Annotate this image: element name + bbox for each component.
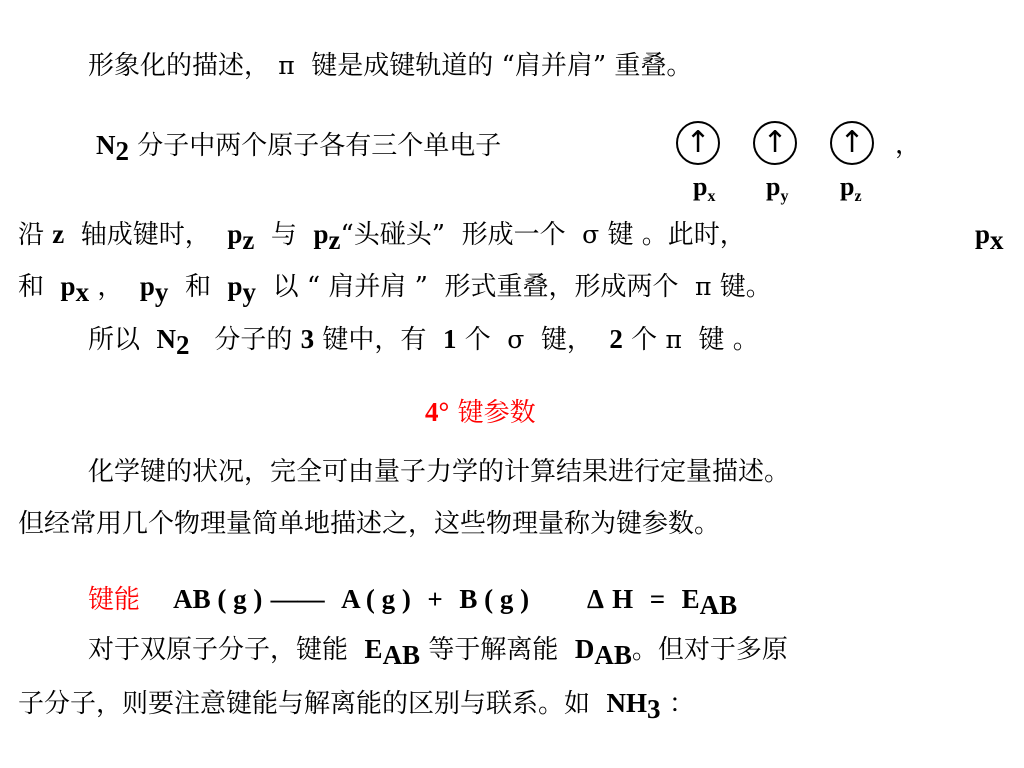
para2-line2: 子分子，则要注意键能与解离能的区别与联系。如 $NH_3$ ： [18, 688, 695, 724]
orbital-px-circle [676, 121, 720, 165]
bond-energy-label: 键能 [88, 585, 141, 615]
line-3-px: $p_x$ [975, 219, 1004, 255]
orbital-py-circle [753, 121, 797, 165]
up-arrow-icon: ↑ [839, 125, 865, 160]
section-heading: 4° 键参数 [425, 397, 536, 428]
orbital-label-px: $p_x$ [693, 172, 716, 205]
line-3: 沿 z 轴成键时， $p_z$ 与 $p_z“$头碰头” 形成一个 σ 键 。此时， [18, 219, 746, 255]
para1-line1: 化学键的状况，完全可由量子力学的计算结果进行定量描述。 [88, 457, 791, 487]
line-4: 和 $p_x$ ， $p_y$ 和 $p_y$ 以 “ 肩并肩 ” 形式重叠，形成两个 π 键。 [18, 271, 772, 307]
para2-line1: 对于双原子分子，键能 $E_{AB}$ 等于解离能 $D_{AB}$。但对于多原 [88, 634, 788, 670]
line-2: $N_2$ 分子中两个原子各有三个单电子 [96, 130, 502, 166]
up-arrow-icon: ↑ [762, 125, 788, 160]
bond-energy-equation: 键能 AB ( g ) —— A ( g ) + B ( g ) Δ $H = E_{AB}$ [88, 584, 738, 620]
orbital-pz-circle [830, 121, 874, 165]
orbital-label-pz: $p_z$ [840, 172, 862, 205]
line-2-comma: ， [895, 130, 922, 160]
line-1: 形象化的描述， π 键是成键轨道的 “肩并肩” 重叠。 [88, 51, 693, 81]
para1-line2: 但经常用几个物理量简单地描述之，这些物理量称为键参数。 [18, 509, 721, 539]
orbital-label-py: $p_y$ [766, 172, 789, 205]
up-arrow-icon: ↑ [685, 125, 711, 160]
line-5: 所以 $N_2$ 分子的 3 键中，有 1 个 σ 键， 2 个 π 键 。 [88, 324, 759, 360]
